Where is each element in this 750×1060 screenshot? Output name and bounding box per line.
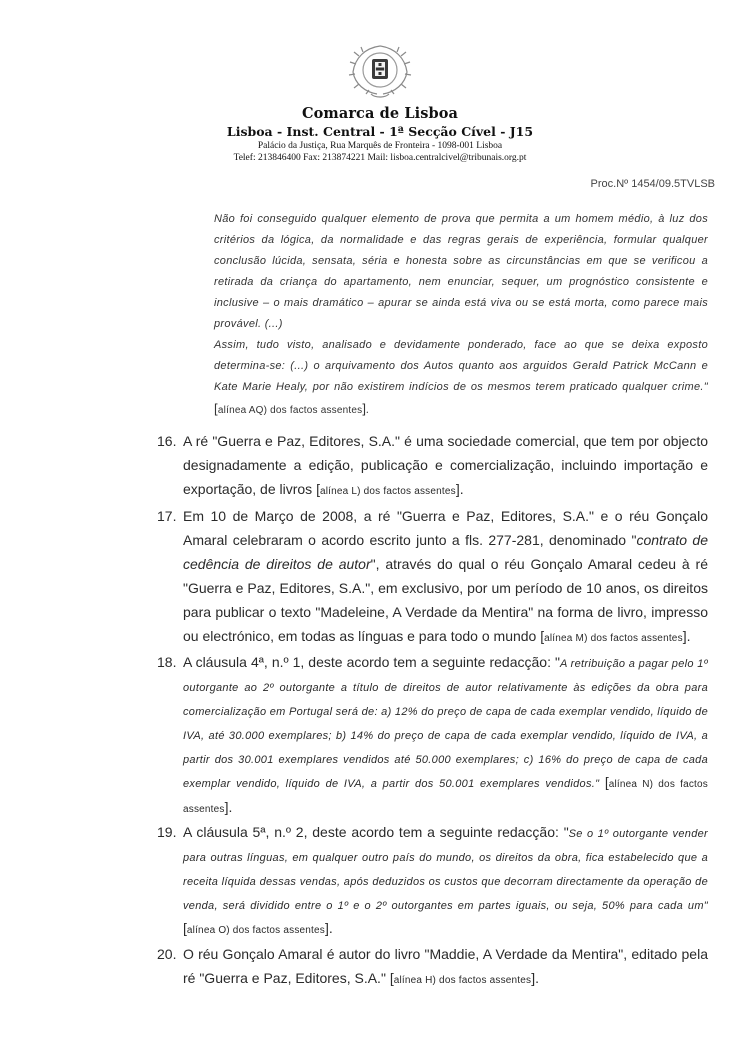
quote-paragraph: Não foi conseguido qualquer elemento de prova que permita a um homem médio, à luz dos critérios da lógica, da normalidade e das regras gerais de experiência, formular qualquer conclusão lúcida, sensata, séria e honesta sobre as circunstâncias em que se verificou a retirada da criança do apartamento, nem enunciar, sequer, um prognóstico consistente e inclusive – o mais dramático – apurar se ainda está viva ou se está morta, como parece mais provável. (...): [214, 213, 708, 330]
bracket-open: [: [316, 481, 320, 497]
court-contacts: Telef: 213846400 Fax: 213874221 Mail: lisboa.centralcivel@tribunais.org.pt: [233, 153, 527, 163]
court-address: Palácio da Justiça, Rua Marquês de Fronteira - 1098-001 Lisboa: [257, 141, 503, 151]
bracket-open: [: [183, 920, 187, 936]
list-item: 17. Em 10 de Março de 2008, a ré "Guerra e Paz, Editores, S.A." e o réu Gonçalo Amaral celebraram o acordo escrito junto a fls. 277-281, denominado "contrato de cedência de direitos de autor", através do qual o réu Gonçalo Amaral cedeu à ré "Guerra e Paz, Editores, S.A.", em exclusivo, por um período de 10 anos, os direitos para publicar o texto "Madeleine, A Verdade da Mentira" na forma de livro, impresso ou electrónico, em todas as línguas e para todo o mundo [alínea M) dos factos assentes].: [157, 504, 708, 651]
bracket-close: ]: [531, 970, 536, 986]
fact-reference: alínea M) dos factos assentes: [544, 633, 683, 644]
bracket-open: [: [214, 401, 218, 416]
fact-reference: alínea AQ) dos factos assentes: [217, 405, 363, 416]
fact-reference: alínea L) dos factos assentes: [319, 486, 456, 497]
bracket-open: [: [389, 970, 394, 986]
item-number: 20.: [157, 946, 177, 962]
bracket-close: ]: [362, 401, 367, 416]
item-number: 16.: [157, 433, 177, 449]
item-number: 19.: [157, 824, 177, 840]
list-item: 20. O réu Gonçalo Amaral é autor do livro "Maddie, A Verdade da Mentira", editado pela ré "Guerra e Paz, Editores, S.A." [alínea H) dos factos assentes].: [157, 942, 708, 993]
court-name: Comarca de Lisboa: [301, 105, 459, 122]
bracket-close: ]: [224, 799, 229, 815]
bracket-open: [: [540, 628, 545, 644]
list-item: 16. A ré "Guerra e Paz, Editores, S.A." é uma sociedade comercial, que tem por objecto designadamente a edição, publicação e comercialização, incluindo importação e exportação, de livros [alínea L) dos factos assentes].: [157, 429, 708, 504]
bracket-close: ]: [325, 920, 329, 936]
quoted-excerpt: [214, 209, 708, 421]
numbered-facts-list: [157, 429, 708, 993]
item-number: 18.: [157, 654, 177, 670]
item-text: O réu Gonçalo Amaral é autor do livro "Maddie, A Verdade da Mentira", editado pela ré "Guerra e Paz, Editores, S.A.": [183, 946, 708, 986]
quote-paragraph: Assim, tudo visto, analisado e devidamente ponderado, face ao que se deixa exposto determina-se: (...) o arquivamento dos Autos quanto aos arguidos Gerald Patrick McCann e Kate Marie Healy, por não existirem indícios de os mesmos terem praticado qualquer crime." [alínea AQ) dos factos assentes].: [214, 339, 708, 416]
item-quote: Se o 1º outorgante vender para outras línguas, em qualquer outro país do mundo, os direitos da obra, fica estabelecido que a receita líquida dessas vendas, após deduzidos os custos que decorram directamente da operação de venda, será dividido entre o 1º e o 2º outorgantes em partes iguais, ou seja, 50% para cada um": [183, 828, 708, 912]
item-text-italic: contrato de cedência de direitos de autor: [183, 532, 708, 572]
fact-reference: alínea H) dos factos assentes: [393, 975, 532, 986]
bracket-close: ]: [455, 481, 460, 497]
item-quote: A retribuição a pagar pelo 1º outorgante ao 2º outorgante a título de direitos de autor relativamente às edições da obra para comercialização em Portugal será de: a) 12% do preço de capa de cada exemplar vendido, líquido de IVA, até 30.000 exemplares; b) 14% do preço de capa de cada exemplar vendido, líquido de IVA, a partir dos 30.001 exemplares vendidos até 50.000 exemplares; c) 16% do preço de capa de cada exemplar vendido, líquido de IVA, a partir dos 50.001 exemplares vendidos.": [183, 658, 709, 790]
item-number: 17.: [157, 508, 177, 524]
quote-paragraph-text: Assim, tudo visto, analisado e devidamente ponderado, face ao que se deixa exposto determina-se: (...) o arquivamento dos Autos quanto aos arguidos Gerald Patrick McCann e Kate Marie Healy, por não existirem indícios de os mesmos terem praticado qualquer crime.": [214, 339, 708, 393]
fact-reference: alínea O) dos factos assentes: [186, 925, 325, 936]
item-text: A cláusula 4ª, n.º 1, deste acordo tem a seguinte redacção: ": [183, 654, 560, 670]
bracket-open: [: [604, 774, 609, 790]
item-text: A cláusula 5ª, n.º 2, deste acordo tem a seguinte redacção: ": [183, 824, 569, 840]
bracket-close: ]: [682, 628, 687, 644]
court-section: Lisboa - Inst. Central - 1ª Secção Cível - J15: [226, 124, 534, 139]
fact-reference: alínea N) dos factos assentes: [183, 779, 708, 815]
item-text: A ré "Guerra e Paz, Editores, S.A." é uma sociedade comercial, que tem por objecto designadamente a edição, publicação e comercialização, incluindo importação e exportação, de livros: [183, 433, 708, 497]
list-item: 18. A cláusula 4ª, n.º 1, deste acordo tem a seguinte redacção: "A retribuição a pagar pelo 1º outorgante ao 2º outorgante a título de direitos de autor relativamente às edições da obra para comercialização em Portugal será de: a) 12% do preço de capa de cada exemplar vendido, líquido de IVA, até 30.000 exemplares; b) 14% do preço de capa de cada exemplar vendido, líquido de IVA, a partir dos 30.001 exemplares vendidos até 50.000 exemplares; c) 16% do preço de capa de cada exemplar vendido, líquido de IVA, a partir dos 50.001 exemplares vendidos." [alínea N) dos factos assentes].: [157, 651, 708, 821]
coat-of-arms-icon: [347, 42, 413, 100]
list-item: 19. A cláusula 5ª, n.º 2, deste acordo tem a seguinte redacção: "Se o 1º outorgante vender para outras línguas, em qualquer outro país do mundo, os direitos da obra, fica estabelecido que a receita líquida dessas vendas, após deduzidos os custos que decorram directamente da operação de venda, será dividido entre o 1º e o 2º outorgantes em partes iguais, ou seja, 50% para cada um" [alínea O) dos factos assentes].: [157, 821, 708, 942]
item-text: ", através do qual o réu Gonçalo Amaral cedeu à ré "Guerra e Paz, Editores, S.A.", em exclusivo, por um período de 10 anos, os direitos para publicar o texto "Madeleine, A Verdade da Mentira" na forma de livro, impresso ou electrónico, em todas as línguas e para todo o mundo: [183, 556, 708, 644]
process-number: Proc.Nº 1454/09.5TVLSB: [590, 178, 715, 190]
item-text: Em 10 de Março de 2008, a ré "Guerra e Paz, Editores, S.A." e o réu Gonçalo Amaral celebraram o acordo escrito junto a fls. 277-281, denominado ": [183, 508, 708, 548]
